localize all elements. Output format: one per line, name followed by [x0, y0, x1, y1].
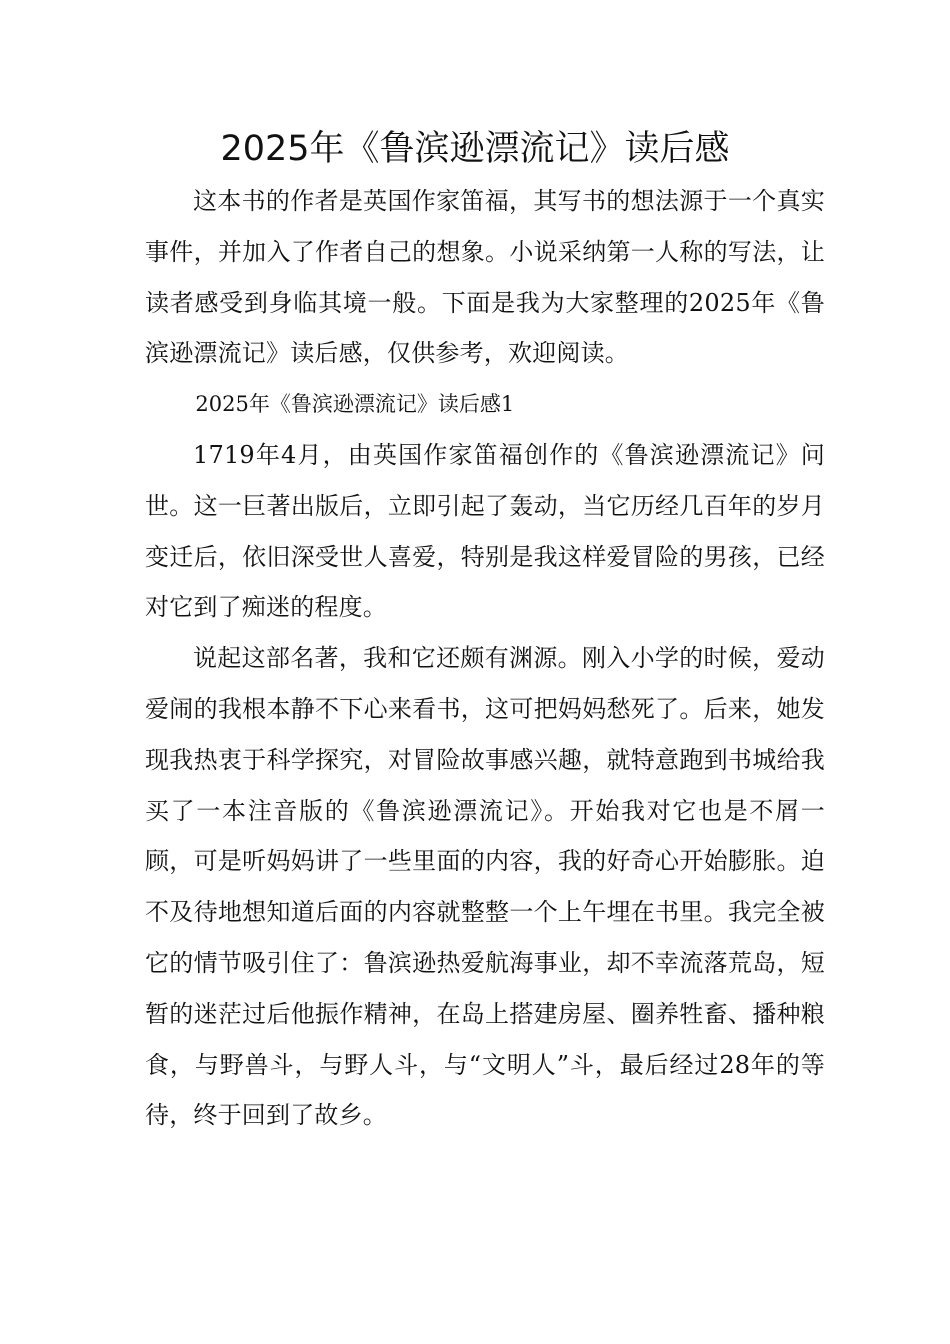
section-heading: 2025年《鲁滨逊漂流记》读后感1 [195, 392, 515, 417]
document-body [145, 176, 825, 1141]
intro-paragraph: 这本书的作者是英国作家笛福，其写书的想法源于一个真实事件，并加入了作者自己的想象。小说采纳第一人称的写法，让读者感受到身临其境一般。下面是我为大家整理的2025年《鲁滨逊漂流记》读后感，仅供参考，欢迎阅读。 [145, 187, 825, 368]
body-paragraph-1: 1719年4月，由英国作家笛福创作的《鲁滨逊漂流记》问世。这一巨著出版后，立即引起了轰动，当它历经几百年的岁月变迁后，依旧深受世人喜爱，特别是我这样爱冒险的男孩，已经对它到了痴迷的程度。 [145, 440, 825, 622]
document-title: 2025年《鲁滨逊漂流记》读后感 [220, 129, 730, 169]
body-paragraph-2: 说起这部名著，我和它还颇有渊源。刚入小学的时候，爱动爱闹的我根本静不下心来看书，这可把妈妈愁死了。后来，她发现我热衷于科学探究，对冒险故事感兴趣，就特意跑到书城给我买了一本注音版的《鲁滨逊漂流记》。开始我对它也是不屑一顾，可是听妈妈讲了一些里面的内容，我的好奇心开始膨胀。迫不及待地想知道后面的内容就整整一个上午埋在书里。我完全被它的情节吸引住了：鲁滨逊热爱航海事业，却不幸流落荒岛，短暂的迷茫过后他振作精神，在岛上搭建房屋、圈养牲畜、播种粮食，与野兽斗，与野人斗，与“文明人”斗，最后经过28年的等待，终于回到了故乡。 [145, 644, 825, 1130]
